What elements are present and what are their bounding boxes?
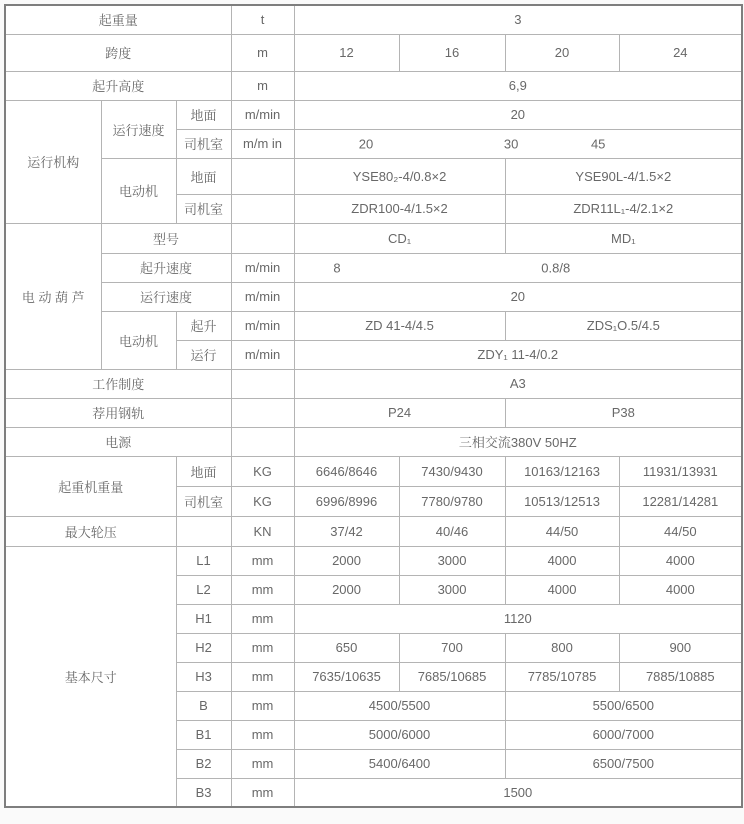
dim-b-right: 5500/6500 [505,691,742,720]
duty-class-value: A3 [294,369,742,398]
dim-h3-v1: 7635/10635 [294,662,399,691]
hoist-motor-travel-label: 运行 [176,340,231,369]
span-label: 跨度 [5,34,231,71]
row-hoist-motor-lift [5,311,742,340]
max-wheel-load-v1: 37/42 [294,516,399,546]
travel-speed-cab-label: 司机室 [176,129,231,158]
rail-left: P24 [294,398,505,427]
dim-h2-v1: 650 [294,633,399,662]
travel-motor-cab-unit [231,194,294,223]
span-24: 24 [619,34,742,71]
hoist-motor-travel-unit: m/min [231,340,294,369]
hoist-motor-lift-label: 起升 [176,311,231,340]
travel-speed-ground-value: 20 [294,100,742,129]
hoist-motor-label: 电动机 [101,311,176,369]
dim-h2-unit: mm [231,633,294,662]
dim-l1-v1: 2000 [294,546,399,575]
rail-label: 荐用钢轨 [5,398,231,427]
span-unit: m [231,34,294,71]
travel-motor-cab-label: 司机室 [176,194,231,223]
dim-h2-v4: 900 [619,633,742,662]
crane-weight-cab-v3: 10513/12513 [505,486,619,516]
row-lifting-capacity [5,5,742,34]
dim-l1-label: L1 [176,546,231,575]
row-max-wheel-load [5,516,742,546]
travel-speed-ground-label: 地面 [176,100,231,129]
dim-l2-label: L2 [176,575,231,604]
lifting-height-unit: m [231,71,294,100]
row-travel-motor-ground [5,158,742,194]
lifting-capacity-unit: t [231,5,294,34]
dim-h2-label: H2 [176,633,231,662]
row-rail [5,398,742,427]
travel-motor-label: 电动机 [101,158,176,223]
crane-weight-label: 起重机重量 [5,456,176,516]
hoist-motor-lift-right: ZDS₁O.5/4.5 [505,311,742,340]
dim-h2-v3: 800 [505,633,619,662]
max-wheel-load-unit: KN [231,516,294,546]
duty-class-unit [231,369,294,398]
crane-weight-ground-v4: 11931/13931 [619,456,742,486]
hoist-lifting-speed-label: 起升速度 [101,253,231,282]
dim-l2-unit: mm [231,575,294,604]
max-wheel-load-v4: 44/50 [619,516,742,546]
dim-b3-value: 1500 [294,778,742,807]
hoist-model-label: 型号 [101,223,231,253]
dim-b3-unit: mm [231,778,294,807]
row-travel-speed-ground [5,100,742,129]
duty-class-label: 工作制度 [5,369,231,398]
lifting-capacity-value: 3 [294,5,742,34]
max-wheel-load-label: 最大轮压 [5,516,176,546]
hoist-motor-lift-unit: m/min [231,311,294,340]
row-hoist-model [5,223,742,253]
power-value: 三相交流380V 50HZ [294,427,742,456]
span-16: 16 [399,34,505,71]
dim-l2-v3: 4000 [505,575,619,604]
row-span [5,34,742,71]
hoist-model-right: MD₁ [505,223,742,253]
hoist-travel-speed-value: 20 [294,282,742,311]
hoist-model-left: CD₁ [294,223,505,253]
lifting-height-label: 起升高度 [5,71,231,100]
span-12: 12 [294,34,399,71]
row-duty-class [5,369,742,398]
travel-speed-cab-value-2: 30 [503,136,519,151]
dim-b2-unit: mm [231,749,294,778]
dim-b-left: 4500/5500 [294,691,505,720]
span-20: 20 [505,34,619,71]
dim-l1-v4: 4000 [619,546,742,575]
dim-b1-left: 5000/6000 [294,720,505,749]
travel-speed-cab-values [294,129,742,158]
row-hoist-travel-speed [5,282,742,311]
lifting-capacity-label: 起重量 [5,5,231,34]
dim-h3-label: H3 [176,662,231,691]
dim-b2-label: B2 [176,749,231,778]
dim-h1-label: H1 [176,604,231,633]
travel-motor-ground-right: YSE90L-4/1.5×2 [505,158,742,194]
row-lifting-height [5,71,742,100]
hoist-lifting-speed-values [294,253,742,282]
travel-motor-ground-left: YSE80₂-4/0.8×2 [294,158,505,194]
crane-weight-cab-v2: 7780/9780 [399,486,505,516]
dim-h3-v4: 7885/10885 [619,662,742,691]
row-hoist-lifting-speed [5,253,742,282]
travel-motor-ground-label: 地面 [176,158,231,194]
crane-weight-ground-v2: 7430/9430 [399,456,505,486]
hoist-travel-speed-label: 运行速度 [101,282,231,311]
power-unit [231,427,294,456]
dim-h3-unit: mm [231,662,294,691]
hoist-model-unit [231,223,294,253]
dim-h3-v3: 7785/10785 [505,662,619,691]
power-label: 电源 [5,427,231,456]
hoist-travel-speed-unit: m/min [231,282,294,311]
travel-speed-ground-unit: m/min [231,100,294,129]
dim-b2-left: 5400/6400 [294,749,505,778]
hoist-lifting-speed-unit: m/min [231,253,294,282]
travel-motor-cab-right: ZDR11L₁-4/2.1×2 [505,194,742,223]
dim-b1-label: B1 [176,720,231,749]
lifting-height-value: 6,9 [294,71,742,100]
crane-weight-ground-v1: 6646/8646 [294,456,399,486]
dim-b-label: B [176,691,231,720]
travel-speed-cab-unit: m/m in [231,129,294,158]
dim-b2-right: 6500/7500 [505,749,742,778]
max-wheel-load-v2: 40/46 [399,516,505,546]
crane-weight-ground-unit: KG [231,456,294,486]
dim-l2-v2: 3000 [399,575,505,604]
hoist-motor-lift-left: ZD 41-4/4.5 [294,311,505,340]
crane-spec-table [4,4,743,808]
dim-h3-v2: 7685/10685 [399,662,505,691]
row-power [5,427,742,456]
max-wheel-load-spacer [176,516,231,546]
rail-unit [231,398,294,427]
crane-weight-cab-label: 司机室 [176,486,231,516]
dim-b-unit: mm [231,691,294,720]
dim-h1-value: 1120 [294,604,742,633]
dim-l2-v4: 4000 [619,575,742,604]
max-wheel-load-v3: 44/50 [505,516,619,546]
rail-right: P38 [505,398,742,427]
dim-l1-v3: 4000 [505,546,619,575]
crane-weight-cab-v1: 6996/8996 [294,486,399,516]
basic-dims-label: 基本尺寸 [5,546,176,807]
travel-motor-cab-left: ZDR100-4/1.5×2 [294,194,505,223]
hoist-label: 电 动 葫 芦 [5,223,101,369]
dim-b1-right: 6000/7000 [505,720,742,749]
crane-weight-cab-unit: KG [231,486,294,516]
dim-b3-label: B3 [176,778,231,807]
dim-l1-unit: mm [231,546,294,575]
travel-speed-cab-value-1: 20 [358,136,374,151]
crane-weight-ground-v3: 10163/12163 [505,456,619,486]
hoist-motor-travel-value: ZDY₁ 11-4/0.2 [294,340,742,369]
travel-mechanism-label: 运行机构 [5,100,101,223]
row-dim-l1 [5,546,742,575]
travel-speed-cab-value-3: 45 [590,136,606,151]
travel-motor-ground-unit [231,158,294,194]
dim-l1-v2: 3000 [399,546,505,575]
hoist-lifting-speed-value-2: 0.8/8 [541,260,571,275]
dim-l2-v1: 2000 [294,575,399,604]
dim-h2-v2: 700 [399,633,505,662]
travel-speed-label: 运行速度 [101,100,176,158]
dim-h1-unit: mm [231,604,294,633]
dim-b1-unit: mm [231,720,294,749]
row-crane-weight-ground [5,456,742,486]
crane-weight-cab-v4: 12281/14281 [619,486,742,516]
crane-weight-ground-label: 地面 [176,456,231,486]
hoist-lifting-speed-value-1: 8 [333,260,341,275]
